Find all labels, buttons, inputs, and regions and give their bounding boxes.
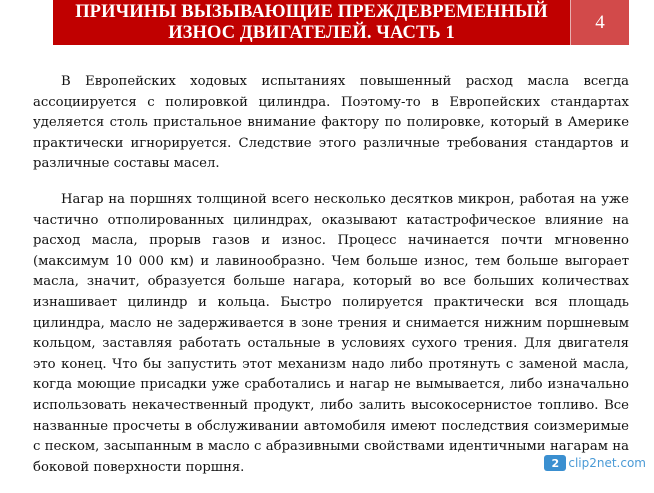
clip2net-logo-icon: 2 bbox=[544, 455, 566, 471]
clip2net-watermark bbox=[544, 455, 646, 471]
slide-title bbox=[53, 0, 570, 45]
title-banner bbox=[53, 0, 629, 45]
body-text bbox=[33, 72, 629, 493]
watermark-text: clip2net.com bbox=[568, 456, 646, 470]
page-number: 4 bbox=[571, 0, 629, 45]
slide-title-line-1: ПРИЧИНЫ ВЫЗЫВАЮЩИЕ ПРЕЖДЕВРЕМЕННЫЙ bbox=[75, 2, 548, 22]
paragraph-2: Нагар на поршнях толщиной всего несколько десятков микрон, работая на уже частично отполированных цилиндрах, оказывают катастрофическое влияние на расход масла, прорыв газов и износ. Процесс начинается почти мгновенно (максимум 10 000 км) и лавинообразно. Чем больше износ, тем больше выгорает масла, значит, образуется больше нагара, который во все больших количествах изнашивает цилиндр и кольца. Быстро полируется практически вся площадь цилиндра, масло не задерживается в зоне трения и снимается нижним поршневым кольцом, заставляя работать остальные в условиях сухого трения. Для двигателя это конец. Что бы запустить этот механизм надо либо протянуть с заменой масла, когда моющие присадки уже сработались и нагар не вымывается, либо изначально использовать некачественный продукт, либо залить высокосернистое топливо. Все названные просчеты в обслуживании автомобиля имеют последствия соизмеримые с песком, засыпанным в масло с абразивными свойствами идентичными нагарам на боковой поверхности поршня. bbox=[33, 191, 629, 475]
paragraph-1: В Европейских ходовых испытаниях повышенный расход масла всегда ассоциируется с полировкой цилиндра. Поэтому-то в Европейских стандартах уделяется столь пристальное внимание фактору по полировке, который в Америке практически игнорируется. Следствие этого различные требования стандартов и различные составы масел. bbox=[33, 74, 629, 172]
slide-title-line-2: ИЗНОС ДВИГАТЕЛЕЙ. ЧАСТЬ 1 bbox=[168, 23, 455, 43]
